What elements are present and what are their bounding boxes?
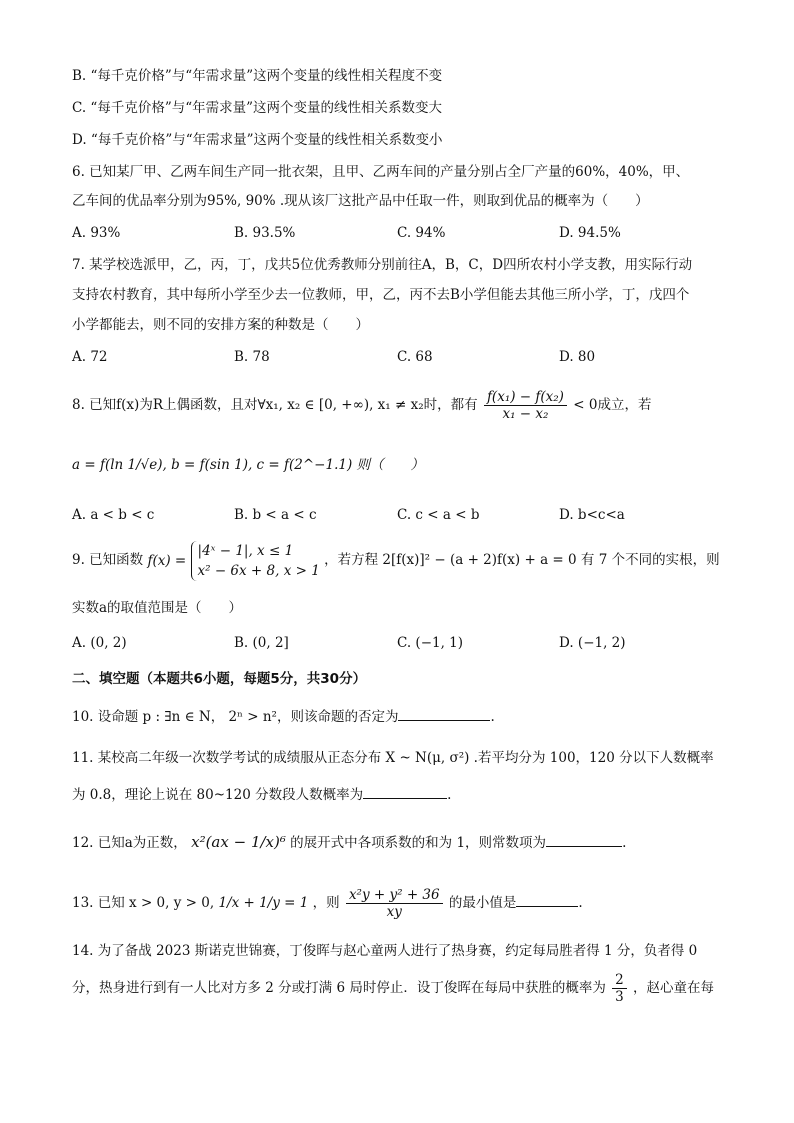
- q9-text-a: 9. 已知函数: [72, 552, 144, 568]
- q8-frac-num: f(x₁) − f(x₂): [484, 389, 567, 406]
- q14-line1: 14. 为了备战 2023 斯诺克世锦赛，丁俊晖与赵心童两人进行了热身赛，约定每局胜者得 1 分，负者得 0: [72, 943, 698, 959]
- q6-option-c: C. 94%: [397, 225, 446, 241]
- q14-text-b: ，赵心童在每: [633, 980, 715, 996]
- q11-answer-blank: [363, 784, 447, 799]
- q7-option-c: C. 68: [397, 349, 433, 365]
- q13-answer-blank: [516, 892, 578, 907]
- q13-text-b: ，则: [312, 895, 340, 911]
- q13-fraction: [346, 887, 443, 920]
- q9-option-b: B. (0, 2]: [234, 635, 289, 651]
- q14-prob-num: 2: [612, 972, 627, 989]
- q6-line2: 乙车间的优品率分别为95%, 90% .现从该厂这批产品中任取一件，则取到优品的概率为（ ）: [72, 193, 649, 209]
- q11-text: 为 0.8，理论上说在 80~120 分数段人数概率为: [72, 787, 364, 803]
- q12-expression: x²(ax − 1/x)⁶: [191, 833, 286, 851]
- q9-option-c: C. (−1, 1): [397, 635, 464, 651]
- q13-line: 13. 已知 x > 0, y > 0, 1/x + 1/y = 1 ，则 $\frac{\text{x²y + y² + 36}}{xy}$ 的最小值是 .: [72, 887, 583, 920]
- q9-line2: 实数a的取值范围是（ ）: [72, 600, 243, 616]
- q12-text-b: 的展开式中各项系数的和为 1，则常数项为: [290, 835, 547, 851]
- q14-probability: [612, 972, 627, 1005]
- q8-line1: [72, 383, 651, 427]
- q11-line1: 11. 某校高二年级一次数学考试的成绩服从正态分布 X ~ N(μ, σ²) .若平均分为 100，120 分以下人数概率: [72, 750, 714, 766]
- q5-option-d: D. “每千克价格”与“年需求量”这两个变量的线性相关系数变小: [72, 132, 443, 148]
- q6-line1: 6. 已知某厂甲、乙两车间生产同一批衣架，且甲、乙两车间的产量分别占全厂产量的60%，40%，甲、: [72, 164, 690, 180]
- q9-piecewise: [191, 541, 320, 581]
- q5-option-c: C. “每千克价格”与“年需求量”这两个变量的线性相关系数变大: [72, 100, 443, 116]
- q7-line3: 小学都能去，则不同的安排方案的种数是（ ）: [72, 317, 369, 333]
- q14-prob-den: 3: [615, 989, 624, 1005]
- section-title-fill-in: 二、填空题（本题共6小题，每题5分，共30分）: [72, 671, 367, 687]
- q9-piece2: x² − 6x + 8, x > 1: [197, 562, 320, 579]
- q8-option-d: D. b<c<a: [559, 507, 625, 523]
- q9-line1: [72, 538, 720, 583]
- q10-text: 10. 设命题 p : ∃n ∈ N， 2ⁿ > n²，则该命题的否定为: [72, 709, 399, 725]
- q8-fraction: [484, 389, 567, 422]
- q14-line2: [72, 968, 714, 1008]
- q13-condition: 1/x + 1/y = 1: [218, 895, 309, 911]
- q11-line2: 为 0.8，理论上说在 80~120 分数段人数概率为 .: [72, 784, 451, 805]
- q8-text-b: < 0成立，若: [573, 397, 652, 413]
- q12-answer-blank: [546, 832, 622, 847]
- q10-answer-blank: [398, 706, 490, 721]
- q8-frac-den: x₁ − x₂: [502, 406, 549, 422]
- q12-text-a: 12. 已知a为正数，: [72, 835, 187, 851]
- q8-option-c: C. c < a < b: [397, 507, 480, 523]
- q7-option-a: A. 72: [72, 349, 108, 365]
- q9-piece1: |4ˣ − 1|, x ≤ 1: [197, 542, 294, 559]
- q6-option-a: A. 93%: [72, 225, 121, 241]
- q12-line: 12. 已知a为正数， x²(ax − 1/x)⁶ 的展开式中各项系数的和为 1，则常数项为 .: [72, 833, 627, 851]
- q9-fx: f(x) =: [147, 552, 187, 569]
- q13-text-a: 13. 已知 x > 0, y > 0,: [72, 895, 215, 911]
- q7-option-d: D. 80: [559, 349, 596, 365]
- q6-option-d: D. 94.5%: [559, 225, 621, 241]
- q6-option-b: B. 93.5%: [234, 225, 296, 241]
- q14-text-a: 分，热身进行到有一人比对方多 2 分或打满 6 局时停止．设丁俊晖在每局中获胜的概率为: [72, 980, 606, 996]
- q9-text-b: ，若方程 2[f(x)]² − (a + 2)f(x) + a = 0 有 7 个不同的实根，则: [324, 552, 720, 568]
- q8-line2: a = f(ln 1/√e), b = f(sin 1), c = f(2^−1.1) 则（ ）: [72, 457, 425, 473]
- q10-line: 10. 设命题 p : ∃n ∈ N， 2ⁿ > n²，则该命题的否定为 .: [72, 706, 495, 727]
- q7-line1: 7. 某学校选派甲，乙，丙，丁，戊共5位优秀教师分别前往A，B，C，D四所农村小学支教，用实际行动: [72, 257, 693, 273]
- q8-option-b: B. b < a < c: [234, 507, 317, 523]
- q5-option-b: B. “每千克价格”与“年需求量”这两个变量的线性相关程度不变: [72, 68, 443, 84]
- q13-text-c: 的最小值是: [448, 895, 517, 911]
- q7-line2: 支持农村教育，其中每所小学至少去一位教师，甲，乙，丙不去B小学但能去其他三所小学，丁，戊四个: [72, 287, 690, 303]
- q13-frac-den: xy: [386, 904, 402, 920]
- q9-option-a: A. (0, 2): [72, 635, 127, 651]
- q9-option-d: D. (−1, 2): [559, 635, 626, 651]
- q8-option-a: A. a < b < c: [72, 507, 155, 523]
- q7-option-b: B. 78: [234, 349, 270, 365]
- q13-frac-num: x²y + y² + 36: [346, 887, 443, 904]
- q8-text-a: 8. 已知f(x)为R上偶函数，且对∀x₁, x₂ ∈ [0, +∞), x₁ ≠ x₂时，都有: [72, 397, 478, 413]
